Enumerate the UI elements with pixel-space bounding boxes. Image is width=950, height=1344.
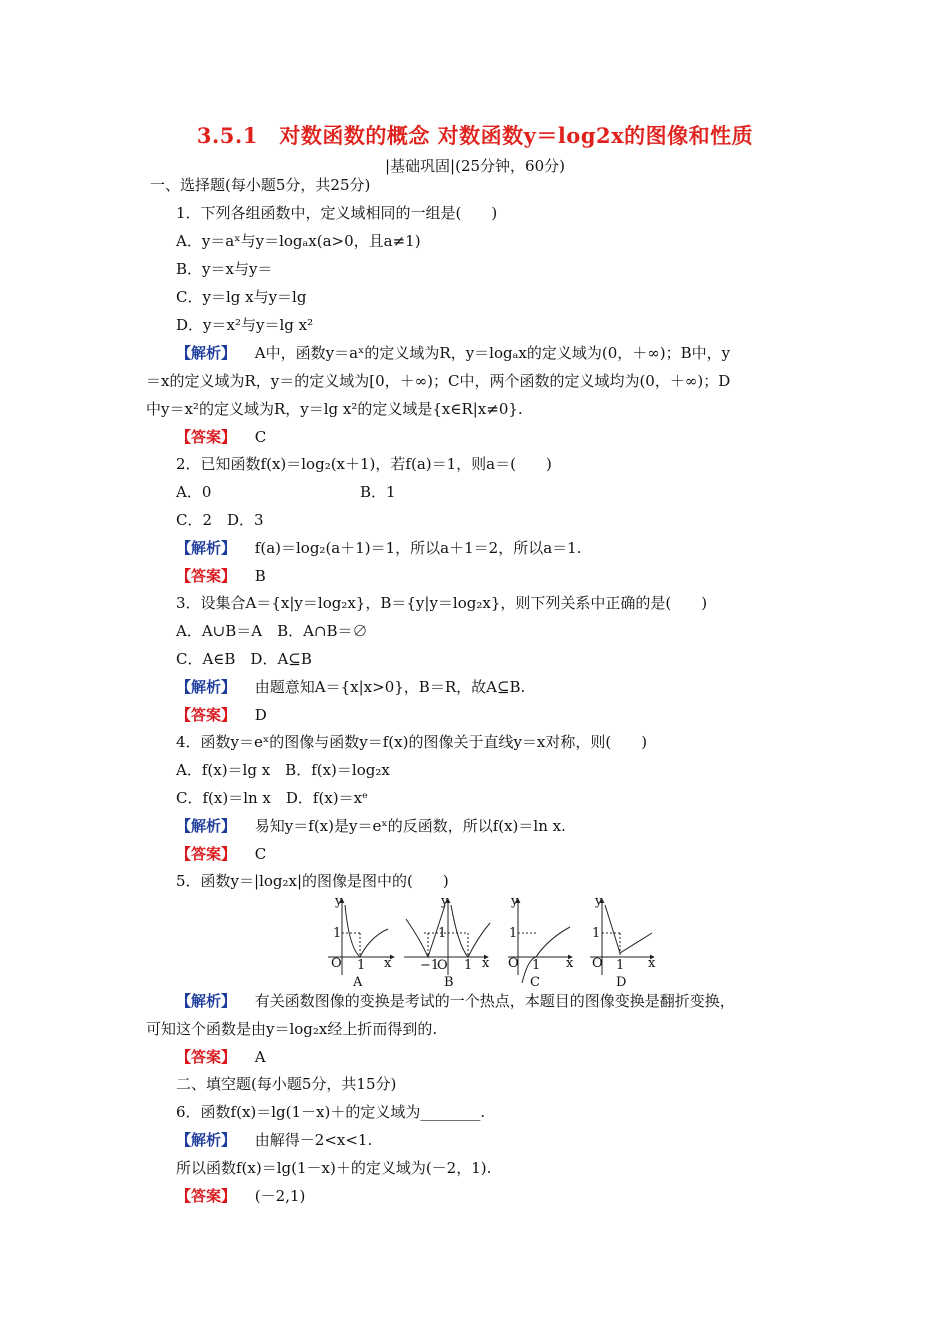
q1-option-b: B．y＝x与y＝ [176,260,273,278]
graph-d-tick-1: 1 [592,926,601,941]
q2-stem: 2．已知函数f(x)＝log₂(x＋1)，若f(a)＝1，则a＝( ) [176,455,552,473]
q1-analysis-text-2: ＝x的定义域为R，y＝的定义域为[0，＋∞)；C中，两个函数的定义域均为(0，＋∞)；D [146,372,731,390]
graph-a-tick-1: 1 [333,926,342,941]
q2-answer [176,565,266,586]
page-subtitle: |基础巩固|(25分钟，60分) [385,157,565,175]
analysis-label: 【解析】 [176,539,237,557]
graph-b-xtick-1: 1 [464,958,473,973]
q2-analysis [176,537,581,558]
q6-answer-value: (－2,1) [254,1187,306,1205]
q2-analysis-text: f(a)＝log₂(a＋1)＝1，所以a＋1＝2，所以a＝1. [254,539,582,557]
q4-analysis-text: 易知y＝f(x)是y＝eˣ的反函数，所以f(x)＝ln x. [254,817,566,835]
q5-answer-value: A [254,1048,266,1066]
q4-answer-value: C [254,845,267,863]
q3-analysis-text: 由题意知A＝{x|x>0}，B＝R，故A⊆B. [254,678,526,696]
graph-b-tick-1: 1 [438,926,447,941]
page-title: 3.5.1 对数函数的概念 对数函数y＝log2x的图像和性质 [196,123,754,148]
section-choice-heading: 一、选择题(每小题5分，共25分) [150,176,371,194]
graph-b-xtick-neg1: −1 [420,958,440,973]
q4-analysis [176,815,566,836]
answer-label: 【答案】 [176,428,237,446]
q1-option-d: D．y＝x²与y＝lg x² [176,316,314,334]
q3-analysis [176,676,525,697]
graph-c-xtick-1: 1 [532,958,541,973]
graph-d-caption: D [616,975,627,990]
q6-analysis [176,1129,372,1150]
answer-label: 【答案】 [176,1187,237,1205]
q5-answer [176,1046,266,1067]
q1-analysis [176,342,730,363]
q2-option-b: B．1 [360,483,396,501]
q5-analysis-text-2: 可知这个函数是由y＝log₂x经上折而得到的. [146,1020,438,1038]
answer-label: 【答案】 [176,1048,237,1066]
analysis-label: 【解析】 [176,344,237,362]
q2-answer-value: B [254,567,266,585]
answer-label: 【答案】 [176,845,237,863]
q3-stem: 3．设集合A＝{x|y＝log₂x}，B＝{y|y＝log₂x}，则下列关系中正确的是( ) [176,594,708,612]
answer-label: 【答案】 [176,706,237,724]
graph-d-x-label: x [648,956,656,971]
answer-label: 【答案】 [176,567,237,585]
graph-d-origin: O [592,956,603,971]
graph-a-caption: A [353,975,363,990]
graph-b-caption: B [444,975,454,990]
q6-answer [176,1185,305,1206]
q3-answer [176,704,267,725]
q3-answer-value: D [254,706,267,724]
q6-analysis-text: 由解得－2<x<1. [254,1131,373,1149]
q5-stem: 5．函数y＝|log₂x|的图像是图中的( ) [176,872,449,890]
q3-option-cd: C．A∈B D．A⊆B [176,650,312,668]
graph-c-y-label: y [511,894,519,909]
q6-stem: 6．函数f(x)＝lg(1－x)＋的定义域为________. [176,1103,486,1121]
q4-option-ab: A．f(x)＝lg x B．f(x)＝log₂x [176,761,390,779]
graph-b-origin: O [437,958,448,973]
q1-analysis-text-1: A中，函数y＝aˣ的定义域为R，y＝logₐx的定义域为(0，＋∞)；B中，y [254,344,731,362]
q4-stem: 4．函数y＝eˣ的图像与函数y＝f(x)的图像关于直线y＝x对称，则( ) [176,733,648,751]
q6-analysis-extra: 所以函数f(x)＝lg(1－x)＋的定义域为(－2，1). [176,1159,492,1177]
graph-c-tick-1: 1 [509,926,518,941]
q1-answer [176,426,266,447]
section-fill-heading: 二、填空题(每小题5分，共15分) [176,1075,397,1093]
graph-c-x-label: x [566,956,574,971]
q1-analysis-text-3: 中y＝x²的定义域为R，y＝lg x²的定义域是{x∈R|x≠0}. [146,400,523,418]
graph-a-x-label: x [384,956,392,971]
analysis-label: 【解析】 [176,1131,237,1149]
analysis-label: 【解析】 [176,678,237,696]
graph-b-x-label: x [482,956,490,971]
graph-c-origin: O [508,956,519,971]
graph-a-xtick-1: 1 [357,958,366,973]
graph-a-origin: O [331,956,342,971]
graph-b-y-label: y [441,894,449,909]
q5-analysis-text-1: 有关函数图像的变换是考试的一个热点，本题目的图像变换是翻折变换， [254,992,735,1010]
q3-option-ab: A．A∪B＝A B．A∩B＝∅ [176,622,368,640]
graph-d-y-label: y [595,894,603,909]
q4-option-cd: C．f(x)＝ln x D．f(x)＝xᵉ [176,789,368,807]
q1-stem: 1．下列各组函数中，定义域相同的一组是( ) [176,204,498,222]
q4-answer [176,843,266,864]
analysis-label: 【解析】 [176,992,237,1010]
q5-analysis [176,990,735,1011]
q2-option-a: A．0 [176,483,212,501]
graph-c-caption: C [530,975,540,990]
q1-option-c: C．y＝lg x与y＝lg [176,288,307,306]
graph-a-y-label: y [335,894,343,909]
q1-answer-value: C [254,428,267,446]
q5-option-graphs [322,893,668,991]
q1-option-a: A．y＝aˣ与y＝logₐx(a>0，且a≠1) [176,232,421,250]
analysis-label: 【解析】 [176,817,237,835]
graph-d-xtick-1: 1 [616,958,625,973]
q2-option-cd: C．2 D．3 [176,511,264,529]
